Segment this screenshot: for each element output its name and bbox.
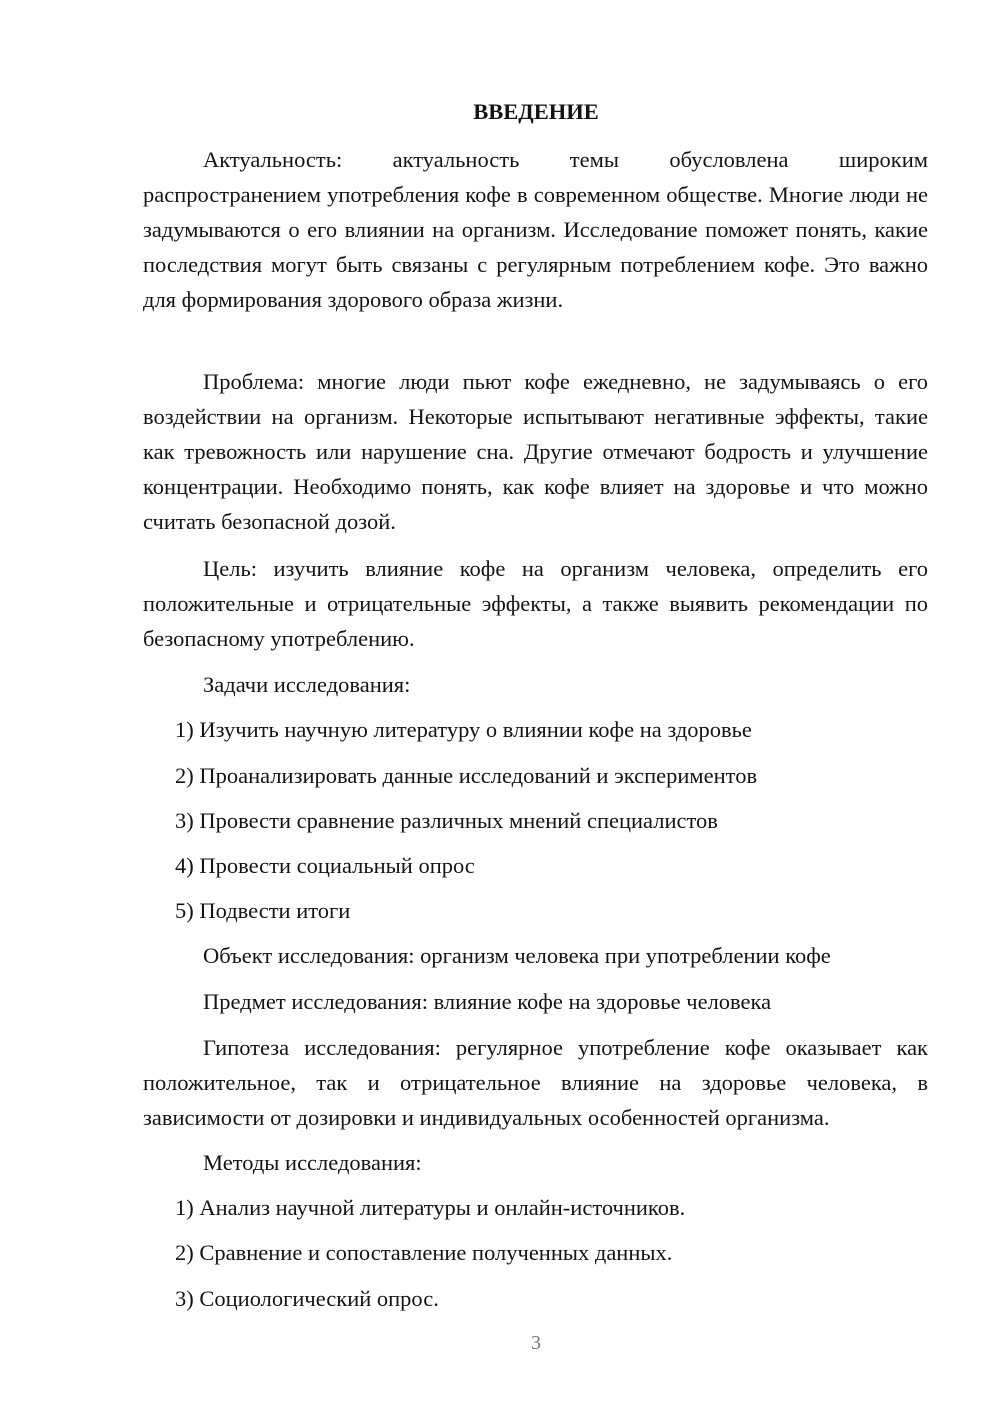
method-item-1-block <box>143 1190 928 1225</box>
method-item: 1) Анализ научной литературы и онлайн-источников. <box>175 1195 686 1220</box>
task-item: 2) Проанализировать данные исследований и экспериментов <box>175 763 758 788</box>
methods-heading-block <box>143 1145 928 1180</box>
tasks-heading: Задачи исследования: <box>203 672 411 697</box>
subject-line: Предмет исследования: влияние кофе на здоровье человека <box>203 989 772 1014</box>
object-line: Объект исследования: организм человека при употреблении кофе <box>203 943 831 968</box>
page-number: 3 <box>531 1332 541 1354</box>
relevance-section <box>143 142 928 317</box>
goal-paragraph: Цель: изучить влияние кофе на организм человека, определить его положительные и отрицательные эффекты, а также выявить рекомендации по безопасному употреблению. <box>143 556 928 651</box>
method-item: 3) Социологический опрос. <box>175 1286 439 1311</box>
method-item-3-block <box>143 1281 928 1316</box>
task-item-4-block <box>143 848 928 883</box>
task-item: 1) Изучить научную литературу о влиянии кофе на здоровье <box>175 717 752 742</box>
hypothesis-paragraph: Гипотеза исследования: регулярное употребление кофе оказывает как положительное, так и отрицательное влияние на здоровье человека, в зависимости от дозировки и индивидуальных особенностей организма. <box>143 1035 928 1130</box>
tasks-heading-block <box>143 667 928 702</box>
page-title: ВВЕДЕНИЕ <box>473 99 599 124</box>
goal-section <box>143 551 928 656</box>
task-item: 3) Провести сравнение различных мнений специалистов <box>175 808 718 833</box>
methods-heading: Методы исследования: <box>203 1150 422 1175</box>
problem-paragraph: Проблема: многие люди пьют кофе ежедневно, не задумываясь о его воздействии на организм. Некоторые испытывают негативные эффекты, такие как тревожность или нарушение сна. Другие отмечают бодрость и улучшение концентрации. Необходимо понять, как кофе влияет на здоровье и что можно считать безопасной дозой. <box>143 369 928 534</box>
method-item-2-block <box>143 1235 928 1270</box>
subject-block <box>143 984 928 1019</box>
task-item-1-block <box>143 712 928 747</box>
task-item: 5) Подвести итоги <box>175 898 351 923</box>
hypothesis-section <box>143 1030 928 1135</box>
relevance-paragraph: Актуальность: актуальность темы обусловлена широким распространением употребления кофе в современном обществе. Многие люди не задумываются о его влиянии на организм. Исследование поможет понять, какие последствия могут быть связаны с регулярным потреблением кофе. Это важно для формирования здорового образа жизни. <box>143 147 928 312</box>
task-item: 4) Провести социальный опрос <box>175 853 475 878</box>
object-block <box>143 938 928 973</box>
problem-section <box>143 364 928 539</box>
task-item-3-block <box>143 803 928 838</box>
method-item: 2) Сравнение и сопоставление полученных данных. <box>175 1240 673 1265</box>
task-item-2-block <box>143 758 928 793</box>
task-item-5-block <box>143 893 928 928</box>
